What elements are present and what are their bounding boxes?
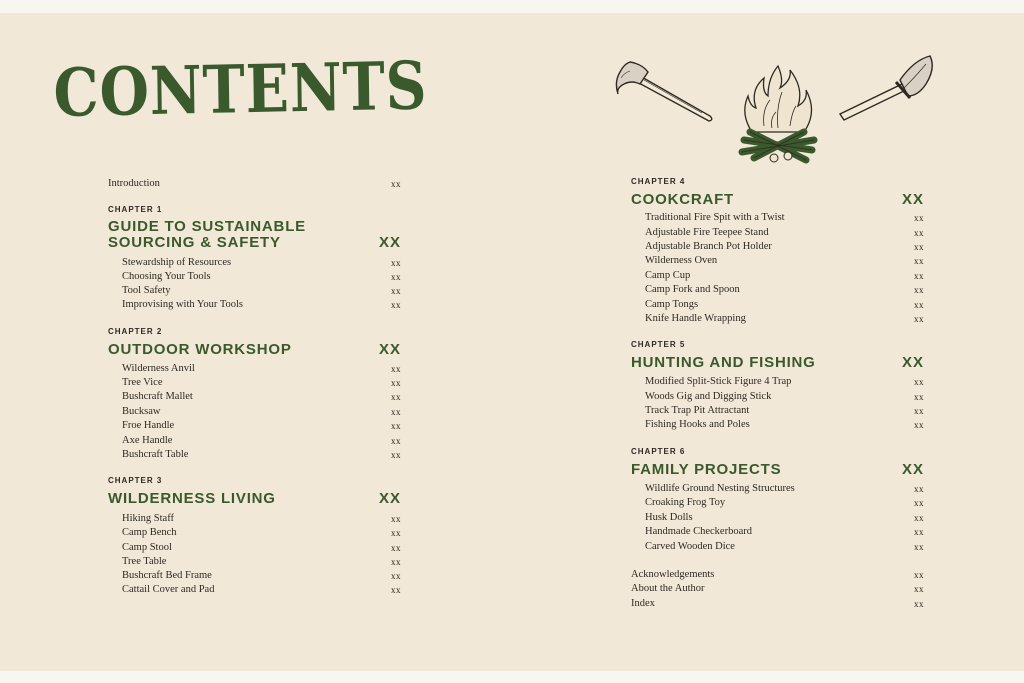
entry-page: xx [914,271,924,281]
entry-page: xx [914,377,924,387]
entry-page: xx [914,256,924,266]
entry-title: Wildlife Ground Nesting Structures [645,483,795,494]
toc-entry-about-author[interactable] [631,582,924,596]
entry-title: Bushcraft Table [122,449,189,460]
entry-title: Camp Cup [645,270,691,281]
toc-entry[interactable] [108,405,401,419]
toc-left-column [108,0,401,683]
entry-title: Froe Handle [122,420,175,431]
entry-page: xx [391,543,401,553]
entry-page: xx [391,300,401,310]
toc-entry[interactable] [631,525,924,539]
entry-title: Traditional Fire Spit with a Twist [645,212,785,223]
entry-title: Cattail Cover and Pad [122,584,215,595]
toc-entry[interactable] [108,555,401,569]
toc-entry[interactable] [108,362,401,376]
entry-page: xx [391,364,401,374]
entry-page: xx [391,179,401,189]
toc-entry[interactable] [631,540,924,554]
entry-title: Carved Wooden Dice [645,541,735,552]
chapter-title-line: SOURCING & SAFETY [108,234,281,251]
entry-page: xx [914,527,924,537]
toc-entry[interactable] [108,390,401,404]
entry-page: xx [914,542,924,552]
chapter-page: XX [901,191,924,208]
entry-title: Choosing Your Tools [122,271,211,282]
chapter-2-label: CHAPTER 2 [108,327,163,336]
entry-title: Bushcraft Bed Frame [122,570,212,581]
entry-title: Tree Vice [122,377,163,388]
toc-entry[interactable] [631,240,924,254]
entry-title: Woods Gig and Digging Stick [645,391,772,402]
entry-page: xx [914,584,924,594]
chapter-4-title[interactable] [631,192,924,208]
entry-title: Camp Tongs [645,299,699,310]
entry-page: xx [914,242,924,252]
entry-page: xx [391,378,401,388]
entry-title: About the Author [631,583,705,594]
entry-page: xx [391,450,401,460]
entry-page: xx [914,498,924,508]
entry-title: Improvising with Your Tools [122,299,244,310]
entry-title: Camp Fork and Spoon [645,284,740,295]
entry-page: xx [391,407,401,417]
chapter-title-line: FAMILY PROJECTS [631,461,782,478]
chapter-5-label: CHAPTER 5 [631,340,686,349]
chapter-2-title[interactable] [108,342,401,358]
entry-page: xx [914,484,924,494]
toc-entry[interactable] [631,511,924,525]
chapter-title-line: HUNTING AND FISHING [631,354,816,371]
chapter-page: XX [901,461,924,478]
entry-title: Wilderness Oven [645,255,718,266]
toc-entry[interactable] [631,482,924,496]
toc-entry[interactable] [108,512,401,526]
entry-title: Track Trap Pit Attractant [645,405,750,416]
toc-entry[interactable] [108,298,401,312]
entry-page: xx [914,570,924,580]
entry-title: Axe Handle [122,435,173,446]
toc-entry[interactable] [108,526,401,540]
entry-title: Introduction [108,178,160,189]
entry-page: xx [914,406,924,416]
entry-title: Acknowledgements [631,569,715,580]
entry-page: xx [914,300,924,310]
chapter-1-label: CHAPTER 1 [108,205,163,214]
toc-entry[interactable] [108,284,401,298]
entry-title: Wilderness Anvil [122,363,195,374]
entry-title: Tool Safety [122,285,171,296]
entry-title: Bushcraft Mallet [122,391,193,402]
toc-entry[interactable] [631,226,924,240]
entry-title: Croaking Frog Toy [645,497,726,508]
entry-page: xx [391,514,401,524]
toc-entry[interactable] [108,583,401,597]
entry-page: xx [914,420,924,430]
chapter-title-line: OUTDOOR WORKSHOP [108,341,292,358]
toc-entry-introduction[interactable] [108,177,401,191]
entry-title: Bucksaw [122,406,161,417]
toc-entry[interactable] [631,496,924,510]
chapter-5-title[interactable] [631,355,924,371]
entry-page: xx [391,557,401,567]
chapter-page: XX [378,490,401,507]
toc-entry[interactable] [108,541,401,555]
chapter-3-label: CHAPTER 3 [108,476,163,485]
toc-entry[interactable] [108,569,401,583]
chapter-page: XX [378,341,401,358]
entry-page: xx [391,421,401,431]
toc-entry[interactable] [631,418,924,432]
chapter-4-label: CHAPTER 4 [631,177,686,186]
toc-entry-acknowledgements[interactable] [631,568,924,582]
entry-page: xx [391,392,401,402]
toc-entry[interactable] [631,404,924,418]
toc-entry[interactable] [108,256,401,270]
entry-title: Fishing Hooks and Poles [645,419,750,430]
toc-entry[interactable] [631,390,924,404]
entry-title: Hiking Staff [122,513,175,524]
entry-page: xx [914,213,924,223]
entry-page: xx [391,258,401,268]
entry-title: Camp Stool [122,542,172,553]
entry-page: xx [391,571,401,581]
toc-entry-index[interactable] [631,597,924,611]
toc-entry[interactable] [631,283,924,297]
entry-page: xx [391,286,401,296]
entry-title: Index [631,598,655,609]
entry-page: xx [391,272,401,282]
entry-page: xx [914,285,924,295]
entry-page: xx [914,513,924,523]
entry-title: Camp Bench [122,527,177,538]
entry-title: Adjustable Fire Teepee Stand [645,227,769,238]
chapter-page: XX [378,234,401,251]
chapter-title-line: COOKCRAFT [631,191,735,208]
toc-entry[interactable] [108,434,401,448]
toc-entry[interactable] [631,312,924,326]
entry-title: Stewardship of Resources [122,257,232,268]
chapter-1-title[interactable] [108,219,401,251]
toc-entry[interactable] [631,298,924,312]
toc-entry[interactable] [631,211,924,225]
entry-page: xx [391,528,401,538]
toc-entry[interactable] [108,448,401,462]
entry-title: Knife Handle Wrapping [645,313,746,324]
entry-title: Handmade Checkerboard [645,526,752,537]
entry-title: Husk Dolls [645,512,693,523]
toc-entry[interactable] [108,270,401,284]
toc-right-column [631,0,924,683]
toc-entry[interactable] [108,376,401,390]
chapter-title-line: WILDERNESS LIVING [108,490,276,507]
toc-entry[interactable] [108,419,401,433]
entry-page: xx [391,436,401,446]
entry-title: Adjustable Branch Pot Holder [645,241,772,252]
entry-title: Tree Table [122,556,167,567]
entry-page: xx [914,392,924,402]
page-title: CONTENTS [52,46,429,132]
entry-page: xx [391,585,401,595]
chapter-3-title[interactable] [108,491,401,507]
chapter-6-title[interactable] [631,462,924,478]
entry-page: xx [914,228,924,238]
entry-page: xx [914,599,924,609]
toc-entry[interactable] [631,269,924,283]
chapter-6-label: CHAPTER 6 [631,447,686,456]
chapter-title-line: GUIDE TO SUSTAINABLE [108,218,306,235]
entry-title: Modified Split-Stick Figure 4 Trap [645,376,792,387]
chapter-page: XX [901,354,924,371]
toc-entry[interactable] [631,254,924,268]
entry-page: xx [914,314,924,324]
toc-entry[interactable] [631,375,924,389]
